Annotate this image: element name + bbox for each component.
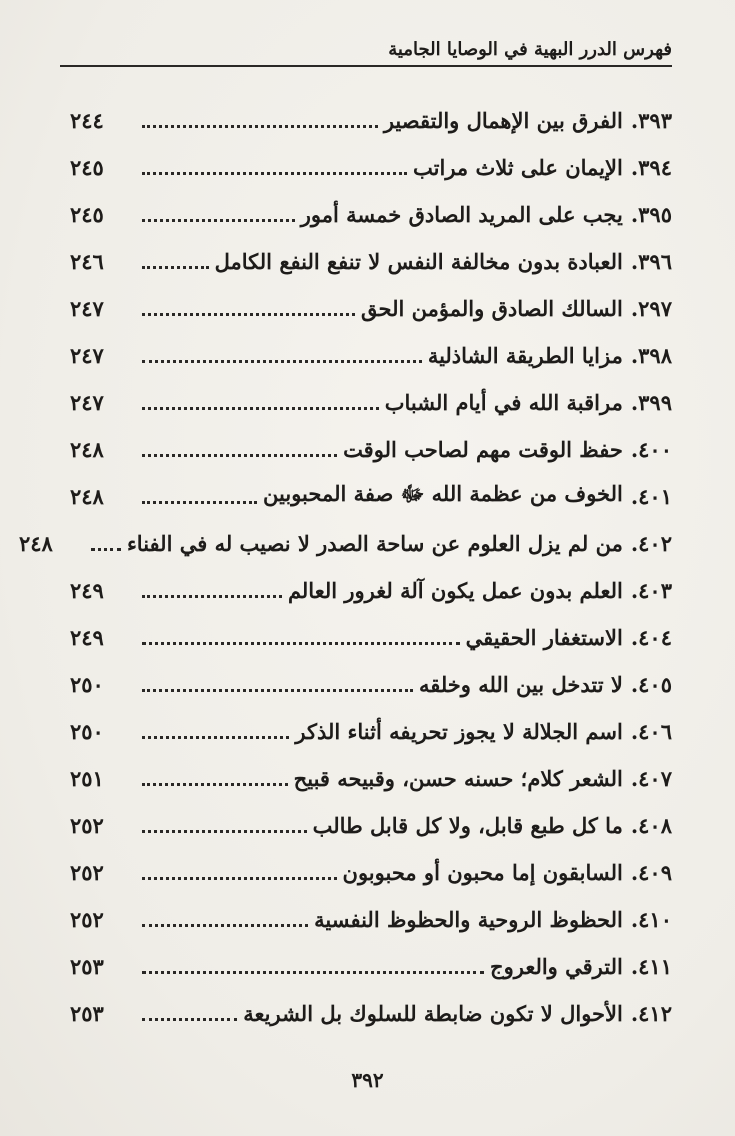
toc-entry	[70, 473, 672, 520]
dot-leader	[142, 924, 308, 927]
toc-entry	[70, 191, 672, 238]
dot-leader	[142, 877, 337, 880]
dot-leader	[142, 172, 407, 175]
toc-entry-number: ٤٠٠.	[630, 437, 672, 462]
dot-leader	[142, 454, 337, 457]
dot-leader	[142, 407, 379, 410]
toc-entry-title: الفرق بين الإهمال والتقصير	[383, 108, 623, 133]
toc-list	[18, 97, 672, 1037]
dot-leader	[91, 548, 121, 551]
running-title: فهرس الدرر البهية في الوصايا الجامية	[388, 39, 672, 60]
dot-leader	[142, 736, 289, 739]
toc-entry-page: ٢٥٢	[70, 907, 104, 932]
dot-leader	[142, 313, 355, 316]
toc-entry-page: ٢٤٧	[70, 390, 104, 415]
toc-entry	[70, 755, 672, 802]
toc-entry	[70, 896, 672, 943]
toc-entry	[70, 144, 672, 191]
toc-entry-page: ٢٥٣	[70, 1001, 104, 1026]
dot-leader	[142, 689, 413, 692]
toc-entry	[70, 708, 672, 755]
toc-entry-title: ما كل طبع قابل، ولا كل قابل طالب	[312, 813, 623, 838]
dot-leader	[142, 642, 460, 645]
dot-leader	[142, 266, 209, 269]
dot-leader	[142, 501, 257, 504]
toc-entry-title: حفظ الوقت مهم لصاحب الوقت	[343, 437, 623, 462]
toc-entry-number: ٣٩٣.	[630, 108, 672, 133]
dot-leader	[142, 1018, 237, 1021]
toc-entry-title: الإيمان على ثلاث مراتب	[413, 155, 623, 180]
toc-entry-number: ٤٠٩.	[630, 860, 672, 885]
running-header	[60, 38, 672, 72]
toc-entry-number: ٤١٠.	[630, 907, 672, 932]
toc-entry-number: ٤٠٤.	[630, 625, 672, 650]
toc-entry-page: ٢٤٧	[70, 343, 104, 368]
toc-entry-title: الخوف من عظمة الله ﷻ صفة المحبوبين	[263, 481, 623, 506]
toc-entry-number: ٣٩٨.	[630, 343, 672, 368]
toc-entry-page: ٢٥٢	[70, 813, 104, 838]
dot-leader	[142, 783, 288, 786]
toc-entry-title: الأحوال لا تكون ضابطة للسلوك بل الشريعة	[243, 1001, 623, 1026]
toc-entry	[70, 567, 672, 614]
toc-entry-page: ٢٤٨	[70, 437, 104, 462]
toc-entry	[70, 285, 672, 332]
toc-entry	[70, 97, 672, 144]
toc-entry-page: ٢٤٥	[70, 155, 104, 180]
toc-entry-page: ٢٥٠	[70, 672, 104, 697]
toc-entry-title: لا تتدخل بين الله وخلقه	[418, 672, 623, 697]
toc-entry-page: ٢٤٨	[70, 484, 104, 509]
toc-entry-page: ٢٥٣	[70, 954, 104, 979]
dot-leader	[142, 360, 422, 363]
toc-entry-title: الحظوظ الروحية والحظوظ النفسية	[314, 907, 623, 932]
toc-entry-title: يجب على المريد الصادق خمسة أمور	[300, 202, 623, 227]
header-rule	[60, 65, 672, 67]
toc-entry-title: الشعر كلام؛ حسنه حسن، وقبيحه قبيح	[293, 766, 623, 791]
toc-entry-page: ٢٤٩	[70, 625, 104, 650]
toc-entry	[70, 379, 672, 426]
toc-entry-number: ٤٠٧.	[630, 766, 672, 791]
toc-entry-page: ٢٥٢	[70, 860, 104, 885]
toc-entry-title: العبادة بدون مخالفة النفس لا تنفع النفع الكامل	[214, 249, 623, 274]
toc-entry-number: ٢٩٧.	[630, 296, 672, 321]
toc-entry	[18, 520, 672, 567]
toc-entry-page: ٢٥١	[70, 766, 104, 791]
folio-page-number: ٣٩٢	[351, 1068, 384, 1092]
toc-entry	[70, 943, 672, 990]
toc-entry-number: ٤٠٥.	[630, 672, 672, 697]
dot-leader	[142, 219, 295, 222]
toc-entry-page: ٢٤٩	[70, 578, 104, 603]
dot-leader	[142, 830, 307, 833]
dot-leader	[142, 971, 484, 974]
dot-leader	[142, 595, 282, 598]
toc-entry	[70, 661, 672, 708]
toc-entry-page: ٢٤٨	[18, 531, 53, 556]
toc-entry-title: الاستغفار الحقيقي	[465, 625, 623, 650]
toc-entry	[70, 802, 672, 849]
toc-entry-number: ٤٠٣.	[630, 578, 672, 603]
toc-entry-page: ٢٤٤	[70, 108, 104, 133]
toc-entry-page: ٢٥٠	[70, 719, 104, 744]
toc-entry-page: ٢٤٧	[70, 296, 104, 321]
toc-entry-title: مزايا الطريقة الشاذلية	[427, 343, 623, 368]
toc-entry-title: الترقي والعروج	[490, 954, 623, 979]
toc-entry-page: ٢٤٥	[70, 202, 104, 227]
toc-entry-number: ٣٩٩.	[630, 390, 672, 415]
toc-entry-title: اسم الجلالة لا يجوز تحريفه أثناء الذكر	[295, 719, 623, 744]
toc-entry	[70, 238, 672, 285]
toc-entry	[70, 849, 672, 896]
toc-entry-number: ٤٠١.	[630, 484, 672, 509]
toc-entry-title: السالك الصادق والمؤمن الحق	[361, 296, 623, 321]
toc-entry-number: ٤٠٨.	[630, 813, 672, 838]
toc-entry	[70, 990, 672, 1037]
toc-entry	[70, 426, 672, 473]
toc-entry-number: ٤٠٢.	[630, 531, 672, 556]
toc-entry-number: ٣٩٤.	[630, 155, 672, 180]
toc-entry-page: ٢٤٦	[70, 249, 104, 274]
toc-entry-number: ٤١٢.	[630, 1001, 672, 1026]
toc-entry	[70, 332, 672, 379]
dot-leader	[142, 125, 378, 128]
toc-entry	[70, 614, 672, 661]
toc-entry-title: العلم بدون عمل يكون آلة لغرور العالم	[287, 578, 623, 603]
toc-entry-number: ٤١١.	[630, 954, 672, 979]
toc-entry-number: ٣٩٦.	[630, 249, 672, 274]
toc-entry-number: ٣٩٥.	[630, 202, 672, 227]
toc-entry-title: مراقبة الله في أيام الشباب	[384, 390, 623, 415]
toc-entry-title: من لم يزل العلوم عن ساحة الصدر لا نصيب له في الفناء	[126, 531, 623, 556]
toc-entry-number: ٤٠٦.	[630, 719, 672, 744]
toc-entry-title: السابقون إما محبون أو محبوبون	[342, 860, 623, 885]
